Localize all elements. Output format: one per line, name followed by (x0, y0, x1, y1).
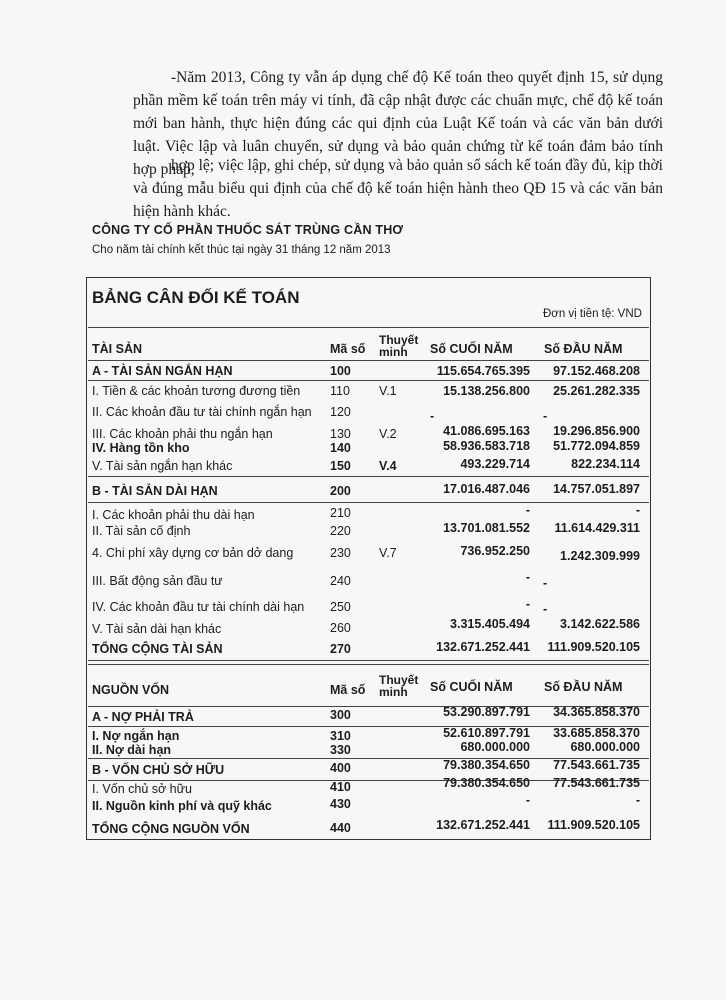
section-double-divider (88, 660, 649, 665)
row-code: 430 (330, 797, 351, 811)
row-code: 410 (330, 780, 351, 794)
row-name: I. Tiền & các khoản tương đương tiền (92, 384, 301, 398)
row-code: 120 (330, 405, 351, 419)
assets-header-note: Thuyết minh (379, 333, 419, 359)
row-code: 200 (330, 484, 351, 498)
row-name: I. Vốn chủ sở hữu (92, 782, 192, 796)
row-begin-value: 680.000.000 (570, 740, 640, 754)
row-end-value: 13.701.081.552 (443, 521, 530, 535)
row-name: III. Bất động sản đầu tư (92, 574, 223, 588)
row-end-value: 736.952.250 (460, 544, 530, 558)
liabilities-header-end: Số CUỐI NĂM (430, 680, 513, 694)
row-begin-value: 34.365.858.370 (553, 705, 640, 719)
row-code: 230 (330, 546, 351, 560)
divider (88, 380, 649, 381)
row-name: B - TÀI SẢN DÀI HẠN (92, 484, 218, 498)
row-begin-value: 1.242.309.999 (560, 549, 640, 563)
row-end-value: 53.290.897.791 (443, 705, 530, 719)
policy-paragraph-1: -Năm 2013, Công ty vẫn áp dụng chế độ Kế toán theo quyết định 15, sử dụng phần mềm kế toán trên máy vi tính, đã cập nhật được các chuẩn mực, chế độ kế toán mới ban hành, thực hiện đúng các qui định của Luật Kế toán và các văn bản dưới luật. Việc lập và luân chuyển, sử dụng và bảo quản chứng từ kế toán đảm bảo tính hợp pháp, (133, 69, 663, 178)
row-name: III. Các khoản phải thu ngắn hạn (92, 427, 273, 441)
row-end-value: 680.000.000 (460, 740, 530, 754)
row-code: 130 (330, 427, 351, 441)
row-note: V.4 (379, 459, 397, 473)
row-name: V. Tài sản dài hạn khác (92, 622, 222, 636)
row-code: 330 (330, 743, 351, 757)
liabilities-header-note: Thuyết minh (379, 673, 419, 699)
row-end-value: - (525, 793, 530, 807)
row-code: 310 (330, 729, 351, 743)
row-name: A - NỢ PHẢI TRẢ (92, 710, 194, 724)
row-name: 4. Chi phí xây dựng cơ bản dở dang (92, 546, 294, 560)
row-end-value: 41.086.695.163 (443, 424, 530, 438)
row-begin-value: 19.296.856.900 (553, 424, 640, 438)
row-end-value: 15.138.256.800 (443, 384, 530, 398)
row-end-value: - (525, 597, 530, 611)
reporting-period: Cho năm tài chính kết thúc tại ngày 31 tháng 12 năm 2013 (92, 244, 391, 256)
row-end-value: 132.671.252.441 (436, 818, 530, 832)
divider (88, 327, 649, 328)
row-begin-value: 33.685.858.370 (553, 726, 640, 740)
row-begin-value: 25.261.282.335 (553, 384, 640, 398)
row-begin-value: - (635, 793, 640, 807)
liabilities-header-begin: Số ĐẦU NĂM (544, 680, 623, 694)
row-code: 260 (330, 621, 351, 635)
row-note: V.7 (379, 546, 397, 560)
row-begin-value: 3.142.622.586 (560, 617, 640, 631)
row-name: TỔNG CỘNG NGUỒN VỐN (92, 822, 250, 836)
row-code: 150 (330, 459, 351, 473)
row-name: TỔNG CỘNG TÀI SẢN (92, 642, 223, 656)
row-end-value: - (525, 570, 530, 584)
row-code: 440 (330, 821, 351, 835)
row-end-value: 493.229.714 (460, 457, 530, 471)
row-begin-value: 97.152.468.208 (553, 364, 640, 378)
row-begin-value: 77.543.661.735 (553, 758, 640, 772)
row-name: I. Các khoản phải thu dài hạn (92, 508, 255, 522)
row-begin-value: - (543, 576, 548, 590)
row-code: 110 (330, 384, 350, 398)
balance-sheet-title: BẢNG CÂN ĐỐI KẾ TOÁN (92, 288, 300, 307)
row-name: IV. Hàng tồn kho (92, 441, 190, 455)
row-begin-value: 111.909.520.105 (547, 640, 640, 654)
row-code: 400 (330, 761, 351, 775)
row-note: V.1 (379, 384, 397, 398)
row-end-value: - (525, 503, 530, 517)
row-code: 140 (330, 441, 351, 455)
row-name: IV. Các khoản đầu tư tài chính dài hạn (92, 600, 305, 614)
row-name: II. Nợ dài hạn (92, 743, 172, 757)
row-name: II. Các khoản đầu tư tài chính ngắn hạn (92, 405, 312, 419)
policy-paragraph-2: hợp lệ; việc lập, ghi chép, sử dụng và bảo quản sổ sách kế toán đầy đủ, kịp thời và đúng mẫu biểu qui định của chế độ kế toán hiện hành theo QĐ 15 và các văn bản hiện hành khác. (133, 157, 663, 220)
row-name: B - VỐN CHỦ SỞ HỮU (92, 763, 225, 777)
row-end-value: 3.315.405.494 (450, 617, 530, 631)
row-begin-value: 111.909.520.105 (547, 818, 640, 832)
row-begin-value: 51.772.094.859 (553, 439, 640, 453)
row-end-value: 115.654.765.395 (436, 364, 530, 378)
row-end-value: 52.610.897.791 (443, 726, 530, 740)
row-begin-value: 11.614.429.311 (554, 521, 640, 535)
row-code: 250 (330, 600, 351, 614)
row-begin-value: 77.543.661.735 (553, 776, 640, 790)
assets-header-code: Mã số (330, 342, 366, 356)
row-end-value: 79.380.354.650 (443, 776, 530, 790)
row-code: 100 (330, 364, 351, 378)
row-end-value: 132.671.252.441 (436, 640, 530, 654)
liabilities-header-name: NGUỒN VỐN (92, 683, 170, 697)
assets-header-begin: Số ĐẦU NĂM (544, 342, 623, 356)
currency-unit: Đơn vị tiền tệ: VND (543, 308, 642, 320)
row-end-value: 17.016.487.046 (443, 482, 530, 496)
row-begin-value: - (635, 503, 640, 517)
divider (88, 476, 649, 477)
row-name: I. Nợ ngắn hạn (92, 729, 180, 743)
assets-header-name: TÀI SẢN (92, 342, 142, 356)
liabilities-header-code: Mã số (330, 683, 366, 697)
row-end-value: 79.380.354.650 (443, 758, 530, 772)
row-name: II. Tài sản cố định (92, 524, 191, 538)
divider (88, 360, 649, 361)
row-begin-value: - (543, 409, 548, 423)
row-code: 240 (330, 574, 351, 588)
row-end-value: 58.936.583.718 (443, 439, 530, 453)
company-name: CÔNG TY CỔ PHẦN THUỐC SÁT TRÙNG CẦN THƠ (92, 223, 404, 237)
row-code: 270 (330, 642, 351, 656)
row-code: 220 (330, 524, 351, 538)
row-begin-value: - (543, 602, 548, 616)
row-name: II. Nguồn kinh phí và quỹ khác (92, 799, 272, 813)
assets-header-end: Số CUỐI NĂM (430, 342, 513, 356)
row-name: A - TÀI SẢN NGẮN HẠN (92, 364, 233, 378)
row-begin-value: 822.234.114 (571, 457, 640, 471)
row-code: 300 (330, 708, 351, 722)
row-name: V. Tài sản ngắn hạn khác (92, 459, 233, 473)
row-end-value: - (430, 409, 435, 423)
row-code: 210 (330, 506, 351, 520)
row-note: V.2 (379, 427, 397, 441)
row-begin-value: 14.757.051.897 (553, 482, 640, 496)
